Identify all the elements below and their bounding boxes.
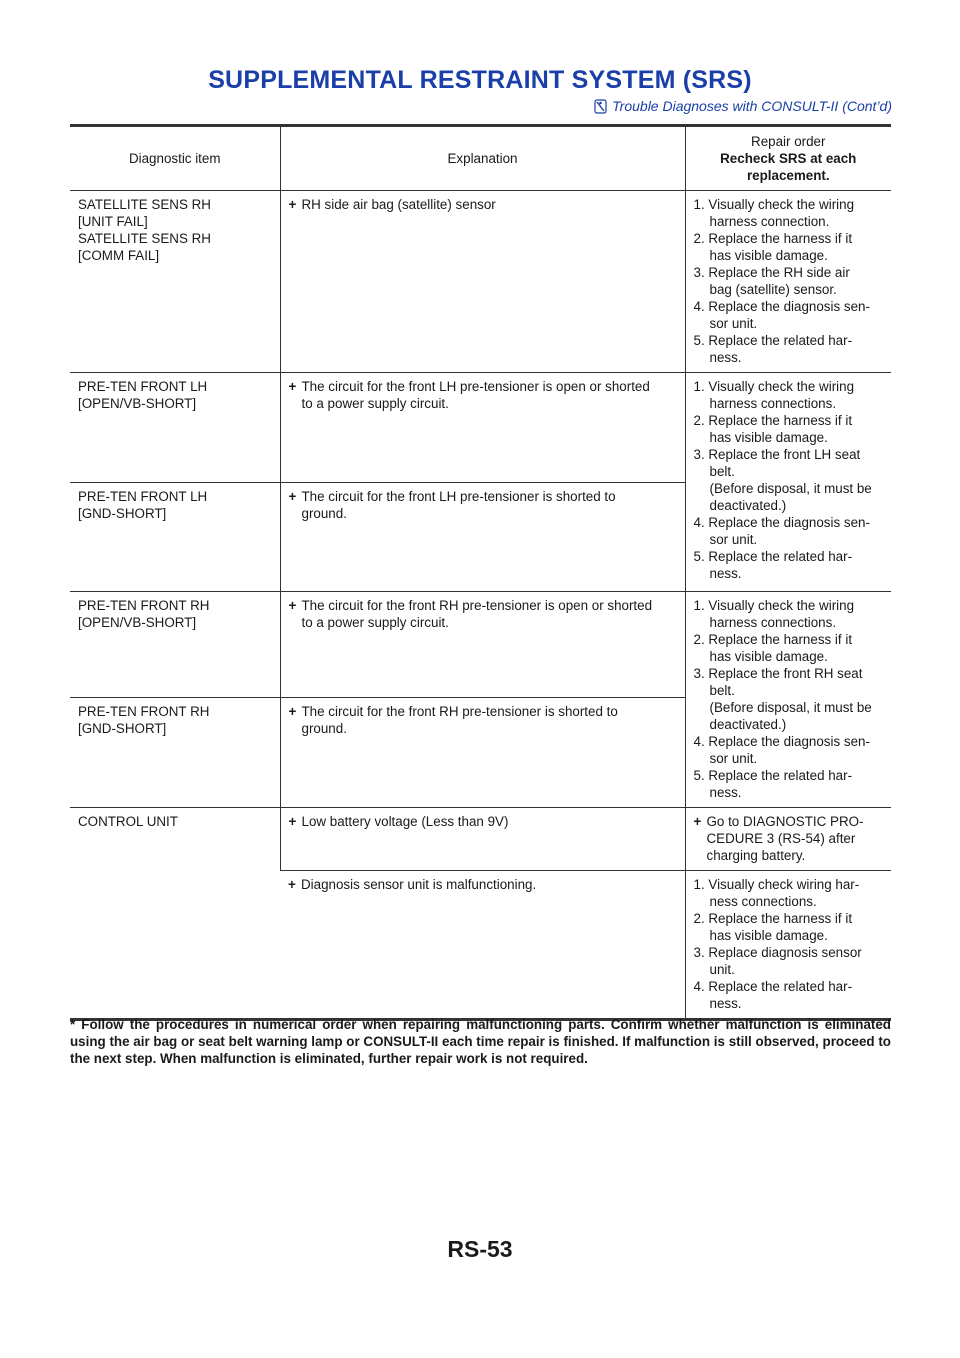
repair-step: 3. Replace the front LH seat belt. (Before disposal, it must be deactivated.) (693, 447, 872, 513)
header-repair-note: Recheck SRS at each replacement. (720, 151, 857, 183)
page-title: SUPPLEMENTAL RESTRAINT SYSTEM (SRS) (208, 66, 752, 94)
repair-step: 2. Replace the harness if it has visible damage. (693, 911, 853, 943)
explanation-text: The circuit for the front RH pre-tensioner is open or shorted to a power supply circuit. (301, 598, 653, 630)
page-number: RS-53 (447, 1236, 513, 1262)
repair-steps-list (694, 597, 884, 801)
repair-step: 5. Replace the related har- ness. (693, 549, 853, 581)
explanation-cell (280, 697, 685, 807)
repair-step: 5. Replace the related har- ness. (693, 768, 853, 800)
explanation-text: The circuit for the front RH pre-tensioner is shorted to ground. (301, 703, 618, 736)
table-row (70, 373, 891, 483)
explanation-text: The circuit for the front LH pre-tensioner is shorted to ground. (301, 489, 616, 521)
bullet-mark: + (288, 814, 297, 829)
diagnostic-table (70, 124, 891, 1021)
repair-order-cell (685, 373, 891, 592)
repair-step: 1. Visually check the wiring harness connection. (693, 197, 855, 229)
repair-steps-list (694, 196, 884, 366)
diagnostic-item-cell: PRE-TEN FRONT RH [OPEN/VB-SHORT] (78, 598, 210, 630)
bullet-mark: + (288, 598, 297, 613)
repair-step: 3. Replace the RH side air bag (satellite) sensor. (693, 265, 850, 297)
repair-order-cell (685, 191, 891, 373)
repair-order-cell (685, 871, 891, 1020)
repair-instruction: Go to DIAGNOSTIC PRO- CEDURE 3 (RS-54) after charging battery. (706, 814, 864, 863)
diagnostic-item-cell: PRE-TEN FRONT LH [OPEN/VB-SHORT] (78, 379, 208, 411)
bullet-mark: + (288, 489, 297, 504)
repair-step: 1. Visually check the wiring harness connections. (693, 379, 855, 411)
repair-step: 3. Replace the front RH seat belt. (Before disposal, it must be deactivated.) (693, 666, 872, 732)
repair-steps-list (694, 378, 884, 582)
explanation-text: Diagnosis sensor unit is malfunctioning. (301, 877, 537, 892)
repair-order-cell (685, 592, 891, 808)
diagnostic-item-cell: PRE-TEN FRONT LH [GND-SHORT] (78, 489, 208, 521)
bullet-mark: + (288, 877, 296, 892)
repair-step: 4. Replace the related har- ness. (693, 979, 853, 1011)
bullet-mark: + (288, 703, 297, 719)
repair-step: 1. Visually check wiring har- ness connections. (693, 877, 860, 909)
repair-step: 2. Replace the harness if it has visible damage. (693, 632, 853, 664)
explanation-cell (280, 483, 685, 592)
repair-step: 4. Replace the diagnosis sen- sor unit. (693, 515, 870, 547)
repair-step: 2. Replace the harness if it has visible damage. (693, 231, 853, 263)
explanation-cell (280, 871, 685, 1020)
repair-steps-list (694, 876, 884, 1012)
repair-step: 1. Visually check the wiring harness connections. (693, 598, 855, 630)
explanation-text: Low battery voltage (Less than 9V) (301, 814, 509, 829)
footnote: * Follow the procedures in numerical order when repairing malfunctioning parts. Confirm whether malfunction is eliminated using the air bag or seat belt warning lamp or CONSULT-II each time repair is finished. If malfunction is still observed, proceed to the next step. When malfunction is eliminated, further repair work is not required. (70, 1017, 891, 1066)
repair-step: 3. Replace diagnosis sensor unit. (693, 945, 862, 977)
header-repair-order-label: Repair order (751, 134, 826, 149)
repair-step: 5. Replace the related har- ness. (693, 333, 853, 365)
explanation-cell (280, 592, 685, 698)
diagnostic-item-cell: SATELLITE SENS RH [UNIT FAIL] SATELLITE SENS RH [COMM FAIL] (78, 197, 211, 263)
explanation-cell (280, 191, 685, 373)
explanation-cell (280, 373, 685, 483)
subtitle-text: Trouble Diagnoses with CONSULT-II (Cont’d) (612, 98, 892, 114)
repair-step: 2. Replace the harness if it has visible damage. (693, 413, 853, 445)
repair-order-cell (685, 808, 891, 871)
diagnostic-item-cell: CONTROL UNIT (78, 814, 178, 829)
explanation-cell (280, 808, 685, 871)
header-explanation: Explanation (280, 126, 685, 191)
section-subtitle (594, 98, 892, 114)
table-row (70, 592, 891, 698)
table-row (70, 808, 891, 871)
explanation-text: RH side air bag (satellite) sensor (301, 197, 496, 212)
bullet-mark: + (288, 379, 297, 394)
repair-step: 4. Replace the diagnosis sen- sor unit. (693, 734, 870, 766)
explanation-text: The circuit for the front LH pre-tensioner is open or shorted to a power supply circuit. (301, 379, 650, 411)
header-repair-order (685, 126, 891, 191)
table-row (70, 191, 891, 373)
header-diagnostic-item: Diagnostic item (70, 126, 280, 191)
table-header-row (70, 126, 891, 191)
bullet-mark: + (693, 814, 702, 829)
bullet-mark: + (288, 197, 297, 212)
repair-step: 4. Replace the diagnosis sen- sor unit. (693, 299, 870, 331)
seat-belt-icon (594, 99, 607, 114)
diagnostic-item-cell: PRE-TEN FRONT RH [GND-SHORT] (78, 703, 210, 736)
